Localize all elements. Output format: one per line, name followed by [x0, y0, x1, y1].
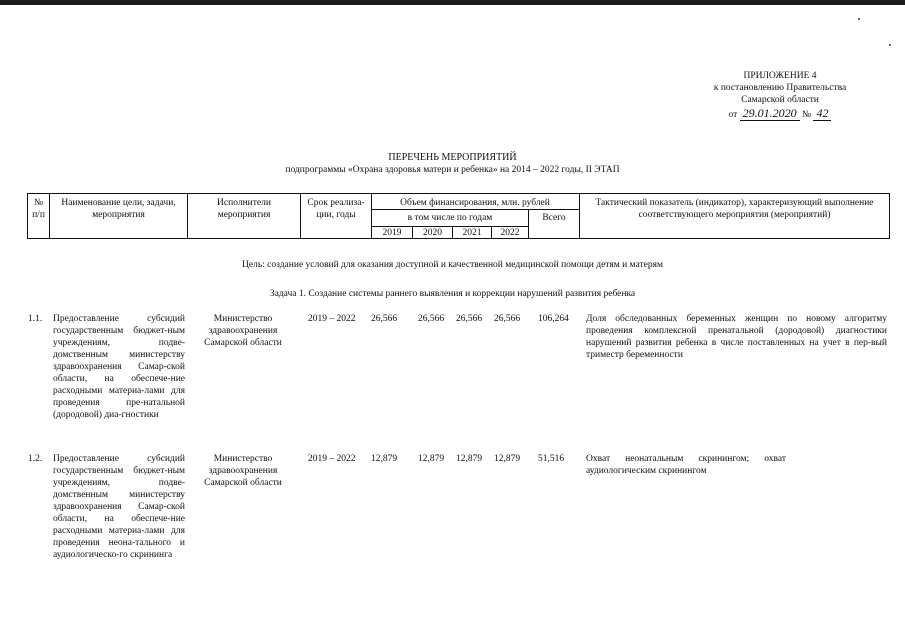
- header-year: 2019: [382, 228, 402, 238]
- header-indicator: Тактический показатель (индикатор), характеризующий выполнение соответствующего мероприятия (мероприятий): [595, 198, 874, 220]
- header-year: 2020: [423, 228, 442, 238]
- handwritten-number: 42: [813, 106, 831, 121]
- row-name: Предоставление субсидий государственным бюджет-ным учреждениям, подве-домственным министерству здравоохранения Самар-ской области, на обеспече-ние расходными материа-лами для проведения пре-натальной (дородовой) диа-гностики: [53, 314, 185, 420]
- header-year: 2021: [462, 228, 482, 238]
- table-border: [27, 193, 890, 194]
- row-number: 1.1.: [28, 314, 43, 324]
- header-executors: Исполнители мероприятия: [217, 198, 271, 220]
- document-subtitle: подпрограммы «Охрана здоровья матери и ребенка» на 2014 – 2022 годы, II ЭТАП: [285, 165, 620, 175]
- header-by-years: в том числе по годам: [407, 213, 493, 223]
- row-executor: Министерство здравоохранения Самарской области: [204, 454, 282, 488]
- table-border: [27, 193, 28, 239]
- row-indicator: Доля обследованных беременных женщин по новому алгоритму проведения комплексной пренатальной (дородовой) диагностики нарушений развития ребенка в числе поставленных на учет в пер-вый триместр беременности: [586, 314, 887, 360]
- row-term: 2019 – 2022: [308, 314, 356, 324]
- table-border: [371, 209, 579, 210]
- appendix-line: к постановлению Правительства: [713, 83, 847, 93]
- table-border: [300, 193, 301, 239]
- number-prefix: №: [802, 110, 812, 120]
- table-border: [49, 193, 50, 239]
- row-total: 106,264: [538, 314, 569, 324]
- scan-speck: [858, 18, 860, 20]
- appendix-block: [695, 70, 865, 121]
- appendix-title: ПРИЛОЖЕНИЕ 4: [743, 71, 817, 81]
- handwritten-date: 29.01.2020: [740, 106, 800, 121]
- task-text: Задача 1. Создание системы раннего выявления и коррекции нарушений развития ребенка: [269, 289, 636, 299]
- table-border: [579, 193, 580, 239]
- row-value: 12,879: [418, 454, 445, 464]
- row-value: 12,879: [456, 454, 483, 464]
- appendix-line: Самарской области: [741, 95, 819, 105]
- row-value: 12,879: [371, 454, 398, 464]
- table-border: [187, 193, 188, 239]
- document-title: ПЕРЕЧЕНЬ МЕРОПРИЯТИЙ: [388, 152, 517, 163]
- scan-speck: [889, 44, 891, 46]
- header-funding: Объем финансирования, млн. рублей: [400, 198, 550, 208]
- row-total: 51,516: [538, 454, 565, 464]
- table-border: [889, 193, 890, 239]
- row-name: Предоставление субсидий государственным бюджет-ным учреждениям, подве-домственным министерству здравоохранения Самар-ской области, на обеспече-ние расходными материа-лами для проведения неона-тального и аудиологическо-го скрининга: [53, 454, 185, 560]
- scan-edge: [0, 0, 905, 5]
- row-value: 12,879: [494, 454, 521, 464]
- goal-text: Цель: создание условий для оказания доступной и качественной медицинской помощи детям и матерям: [242, 260, 663, 270]
- appendix-date-line: [695, 107, 865, 121]
- row-number: 1.2.: [28, 454, 43, 464]
- header-year: 2022: [500, 228, 520, 238]
- header-term: Срок реализа-ции, годы: [307, 198, 365, 220]
- row-value: 26,566: [456, 314, 483, 324]
- row-value: 26,566: [494, 314, 521, 324]
- header-name: Наименование цели, задачи, мероприятия: [61, 198, 176, 220]
- row-value: 26,566: [418, 314, 445, 324]
- row-executor: Министерство здравоохранения Самарской области: [204, 314, 282, 348]
- header-num: № п/п: [32, 198, 45, 220]
- row-term: 2019 – 2022: [308, 454, 356, 464]
- row-value: 26,566: [371, 314, 398, 324]
- row-indicator: Охват неонатальным скринингом; охват аудиологическим скринингом: [586, 454, 786, 476]
- header-total: Всего: [542, 213, 566, 223]
- date-prefix: от: [728, 110, 738, 120]
